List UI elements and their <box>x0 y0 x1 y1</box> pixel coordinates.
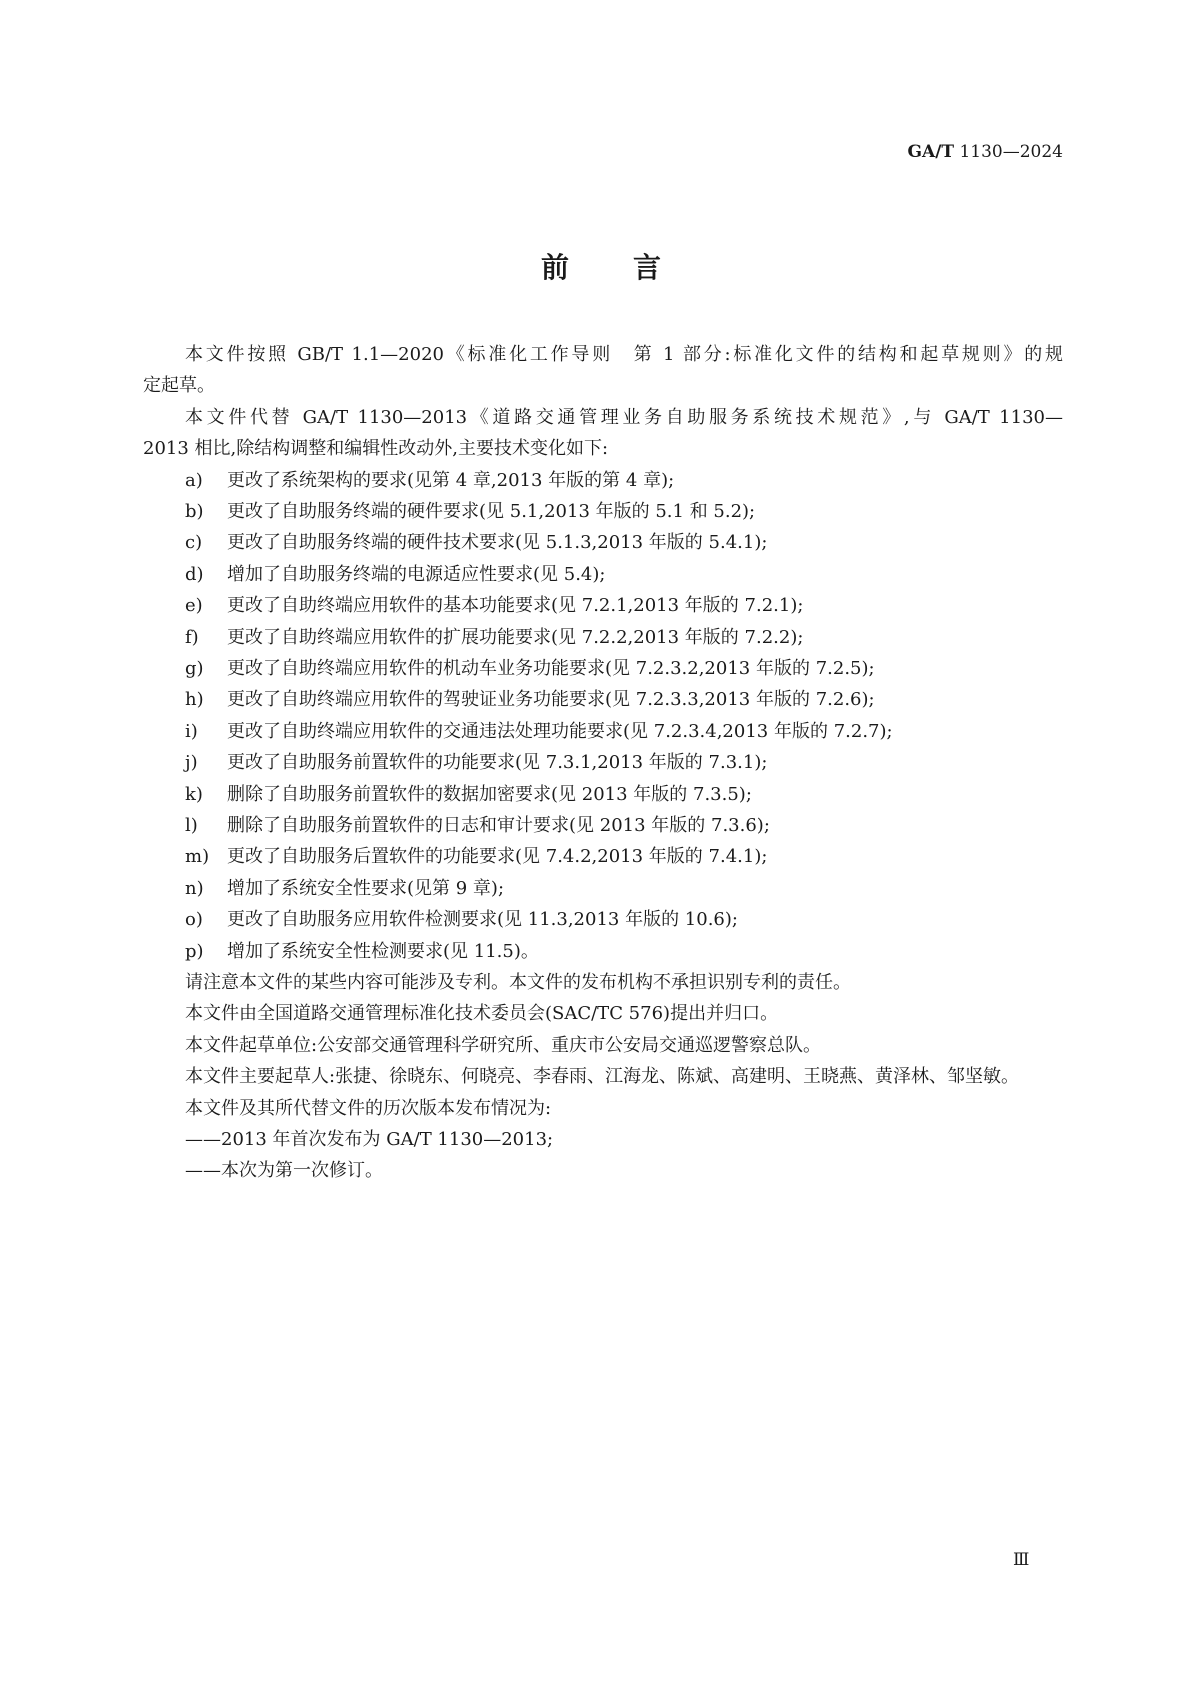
page-title-char-2: 言 <box>633 251 662 284</box>
closing-paragraph: ——本次为第一次修订。 <box>185 1160 383 1182</box>
closing-paragraph: 本文件起草单位:公安部交通管理科学研究所、重庆市公安局交通巡逻警察总队。 <box>185 1034 822 1056</box>
change-item-text: 更改了自助终端应用软件的机动车业务功能要求(见 7.2.3.2,2013 年版的 7.2.5); <box>227 658 875 679</box>
change-item-label: c) <box>185 532 203 554</box>
closing-paragraph: 本文件及其所代替文件的历次版本发布情况为: <box>185 1097 552 1119</box>
change-item-text: 更改了自助服务终端的硬件要求(见 5.1,2013 年版的 5.1 和 5.2); <box>227 501 756 522</box>
paragraph-basis-line-1: 本文件按照 GB/T 1.1—2020《标准化工作导则 第 1 部分:标准化文件的结构和起草规则》的规 <box>185 344 1063 365</box>
change-item-text: 增加了系统安全性检测要求(见 11.5)。 <box>227 940 539 962</box>
change-item-label: h) <box>185 689 204 711</box>
change-item-text: 增加了自助服务终端的电源适应性要求(见 5.4); <box>227 563 606 585</box>
change-item-text: 删除了自助服务前置软件的日志和审计要求(见 2013 年版的 7.3.6); <box>227 815 770 836</box>
change-item-label: d) <box>185 563 204 585</box>
change-item-text: 更改了自助服务终端的硬件技术要求(见 5.1.3,2013 年版的 5.4.1); <box>227 532 768 554</box>
change-item-label: j) <box>185 752 198 774</box>
change-item-label: i) <box>185 720 198 742</box>
change-item-text: 更改了自助终端应用软件的基本功能要求(见 7.2.1,2013 年版的 7.2.1); <box>227 595 804 617</box>
change-item-label: g) <box>185 658 204 679</box>
change-item-text: 增加了系统安全性要求(见第 9 章); <box>227 877 505 899</box>
closing-paragraph: 请注意本文件的某些内容可能涉及专利。本文件的发布机构不承担识别专利的责任。 <box>185 972 851 993</box>
change-item-label: k) <box>185 783 203 805</box>
change-item-text: 更改了系统架构的要求(见第 4 章,2013 年版的第 4 章); <box>227 469 675 491</box>
paragraph-replaces-line-1: 本文件代替 GA/T 1130—2013《道路交通管理业务自助服务系统技术规范》,与 GA/T 1130— <box>185 407 1063 428</box>
change-item-label: n) <box>185 877 204 899</box>
change-item-text: 更改了自助服务应用软件检测要求(见 11.3,2013 年版的 10.6); <box>227 909 738 931</box>
standard-code-prefix: GA/T <box>907 142 955 162</box>
change-item-text: 更改了自助终端应用软件的扩展功能要求(见 7.2.2,2013 年版的 7.2.2); <box>227 626 804 648</box>
closing-paragraph: ——2013 年首次发布为 GA/T 1130—2013; <box>185 1129 554 1150</box>
page-number: Ⅲ <box>1013 1550 1030 1570</box>
change-item-label: m) <box>185 846 210 868</box>
change-item-text: 更改了自助服务后置软件的功能要求(见 7.4.2,2013 年版的 7.4.1); <box>227 846 768 868</box>
standard-code-header <box>907 142 1063 162</box>
closing-paragraph: 本文件主要起草人:张捷、徐晓东、何晓亮、李春雨、江海龙、陈斌、高建明、王晓燕、黄泽林、邹坚敏。 <box>185 1066 1020 1088</box>
change-item-label: l) <box>185 815 198 836</box>
change-item-text: 更改了自助服务前置软件的功能要求(见 7.3.1,2013 年版的 7.3.1); <box>227 752 768 774</box>
closing-paragraph: 本文件由全国道路交通管理标准化技术委员会(SAC/TC 576)提出并归口。 <box>185 1003 779 1025</box>
change-item-label: a) <box>185 469 203 491</box>
change-item-text: 更改了自助终端应用软件的驾驶证业务功能要求(见 7.2.3.3,2013 年版的 7.2.6); <box>227 689 875 711</box>
standard-code-number: 1130—2024 <box>954 142 1063 162</box>
paragraph-basis-line-2: 定起草。 <box>143 375 215 396</box>
change-item-label: f) <box>185 626 199 648</box>
change-item-text: 更改了自助终端应用软件的交通违法处理功能要求(见 7.2.3.4,2013 年版的 7.2.7); <box>227 720 893 742</box>
change-item-label: e) <box>185 595 203 617</box>
paragraph-replaces-line-2: 2013 相比,除结构调整和编辑性改动外,主要技术变化如下: <box>143 438 609 459</box>
change-item-label: o) <box>185 909 203 931</box>
change-item-label: p) <box>185 940 204 962</box>
change-item-label: b) <box>185 501 204 522</box>
page-title-char-1: 前 <box>541 251 570 284</box>
change-item-text: 删除了自助服务前置软件的数据加密要求(见 2013 年版的 7.3.5); <box>227 783 752 805</box>
